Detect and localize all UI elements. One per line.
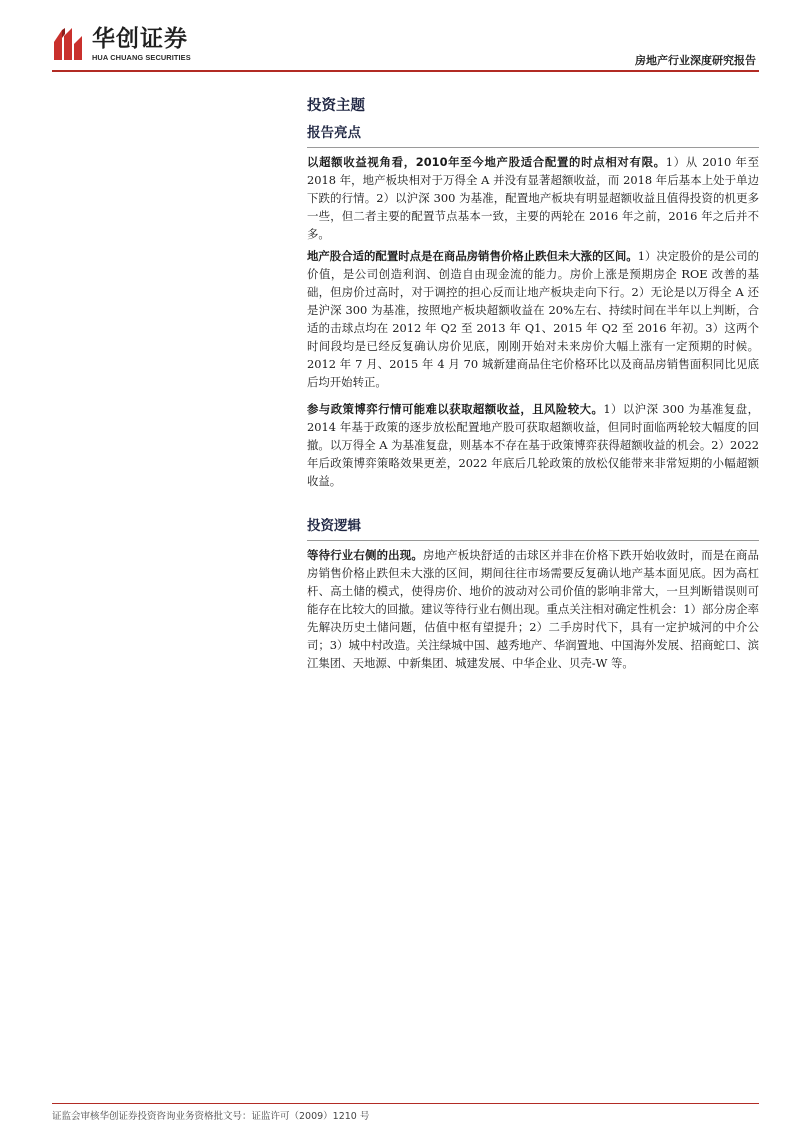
paragraph-highlight-3 [307,400,759,490]
paragraph-logic-1 [307,546,759,672]
paragraph-body: 1）从 2010 年至 2018 年，地产板块相对于万得全 A 并没有显著超额收益，而 2018 年后基本上处于单边下跌的行情。2）以沪深 300 为基准，配置地产板块有明显超额收益且值得投资的机更多一些，但二者主要的配置节点基本一致，主要的两轮在 2016 年之前，2016 年之后并不多。 [307,155,759,241]
brand-name-en: HUA CHUANG SECURITIES [92,53,191,62]
header-divider [52,70,759,72]
footer-divider [52,1103,759,1104]
brand-logo [52,26,191,62]
footer-license-text: 证监会审核华创证券投资咨询业务资格批文号：证监许可（2009）1210 号 [52,1111,370,1122]
brand-name-cn: 华创证券 [92,26,188,52]
page-header [0,0,802,80]
report-type-label: 房地产行业深度研究报告 [635,54,756,67]
section-title-investment-theme: 投资主题 [307,98,365,114]
paragraph-body: 1）决定股价的是公司的价值，是公司创造利润、创造自由现金流的能力。房价上涨是预期房企 ROE 改善的基础，但房价过高时，对于调控的担心反而让地产板块走向下行。2）无论是以万得全 A 还是沪深 300 为基准，按照地产板块超额收益在 20%左右、持续时间在半年以上判断，合适的击球点均在 2012 年 Q2 至 2013 年 Q1、2015 年 Q2 至 2016 年初。3）这两个时间段均是已经反复确认房价见底，刚刚开始对未来房价大幅上涨有一定预期的时候。2012 年 7 月、2015 年 4 月 70 城新建商品住宅价格环比以及商品房销售面积同比见底后均开始转正。 [307,249,759,389]
paragraph-lead: 参与政策博弈行情可能难以获取超额收益，且风险较大。 [307,402,604,416]
paragraph-highlight-1 [307,153,759,243]
subsection-divider [307,540,759,541]
paragraph-lead: 等待行业右侧的出现。 [307,548,423,562]
paragraph-highlight-2 [307,247,759,391]
paragraph-body: 房地产板块舒适的击球区并非在价格下跌开始收敛时，而是在商品房销售价格止跌但未大涨的区间，期间往往市场需要反复确认地产基本面见底。因为高杠杆、高土储的模式，使得房价、地价的波动对公司价值的影响非常大，一旦判断错误则可能存在比较大的回撤。建议等待行业右侧出现。重点关注相对确定性机会：1）部分房企率先解决历史土储问题，估值中枢有望提升；2）二手房时代下，具有一定护城河的中介公司；3）城中村改造。关注绿城中国、越秀地产、华润置地、中国海外发展、招商蛇口、滨江集团、天地源、中新集团、城建发展、中华企业、贝壳-W 等。 [307,548,759,670]
section-title-investment-logic: 投资逻辑 [307,518,361,534]
paragraph-lead: 以超额收益视角看，2010年至今地产股适合配置的时点相对有限。 [307,155,666,169]
section-investment-logic [307,516,759,541]
logo-emblem-icon [52,26,84,62]
subsection-title-highlights: 报告亮点 [307,125,361,141]
paragraph-body: 1）以沪深 300 为基准复盘，2014 年基于政策的逐步放松配置地产股可获取超额收益，但同时面临两轮较大幅度的回撤。以万得全 A 为基准复盘，则基本不存在基于政策博弈获得超额收益的机会。2）2022 年后政策博弈策略效果更差，2022 年底后几轮政策的放松仅能带来非常短期的小幅超额收益。 [307,402,759,488]
subsection-highlights [307,123,759,148]
subsection-divider [307,147,759,148]
paragraph-lead: 地产股合适的配置时点是在商品房销售价格止跌但未大涨的区间。 [307,249,638,263]
